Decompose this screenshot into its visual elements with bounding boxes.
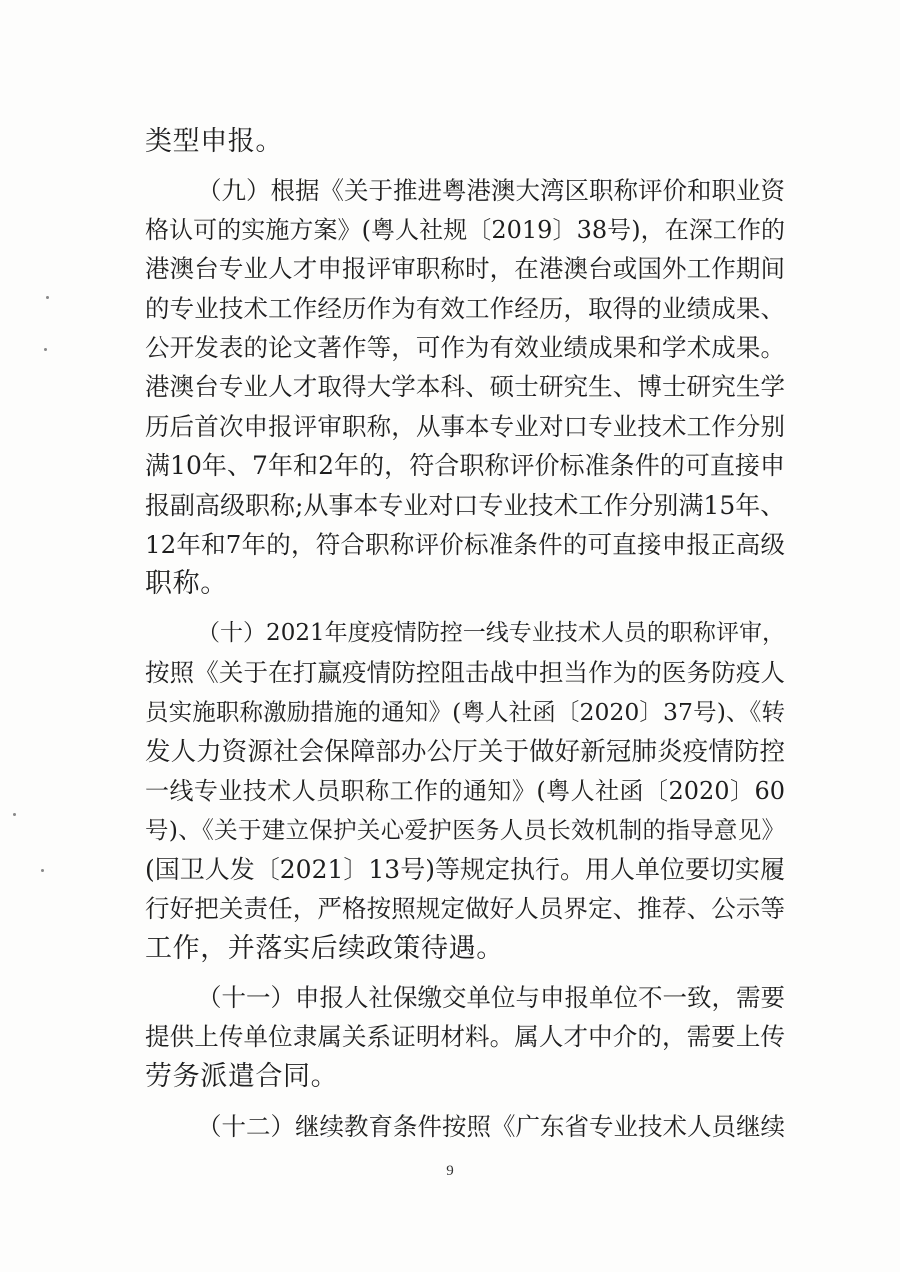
text-line: （十）2021年度疫情防控一线专业技术人员的职称评审， (197, 620, 785, 646)
text-line: 职称。 (145, 568, 228, 599)
text-line: 员实施职称激励措施的通知》(粤人社函〔2020〕37号)、《转 (145, 698, 785, 726)
text-line: （十一）申报人社保缴交单位与申报单位不一致，需要 (197, 983, 785, 1012)
text-line: 按照《关于在打赢疫情防控阻击战中担当作为的医务防疫人 (145, 658, 785, 687)
text-line: 行好把关责任，严格按照规定做好人员界定、推荐、公示等 (145, 894, 785, 923)
text-line: 工作，并落实后续政策待遇。 (145, 933, 504, 964)
text-line: 发人力资源社会保障部办公厅关于做好新冠肺炎疫情防控 (145, 737, 785, 767)
text-line: 12年和7年的，符合职称评价标准条件的可直接申报正高级 (145, 530, 785, 559)
text-line: 类型申报。 (145, 126, 283, 157)
text-line: 格认可的实施方案》(粤人社规〔2019〕38号)，在深工作的 (145, 216, 785, 244)
text-line: 公开发表的论文著作等，可作为有效业绩成果和学术成果。 (145, 333, 785, 362)
text-line: 满10年、7年和2年的，符合职称评价标准条件的可直接申 (145, 451, 785, 480)
text-line: 劳务派遣合同。 (145, 1061, 339, 1092)
text-line: (国卫人发〔2021〕13号)等规定执行。用人单位要切实履 (145, 855, 785, 884)
scan-speck (44, 348, 47, 351)
scan-speck (13, 813, 16, 816)
text-line: 港澳台专业人才取得大学本科、硕士研究生、博士研究生学 (145, 372, 785, 401)
text-line: （十二）继续教育条件按照《广东省专业技术人员继续 (197, 1112, 785, 1141)
text-line: 号)、《关于建立保护关心爱护医务人员长效机制的指导意见》 (145, 816, 785, 844)
text-line: 报副高级职称;从事本专业对口专业技术工作分别满15年、 (145, 491, 786, 520)
text-line: 历后首次申报评审职称，从事本专业对口专业技术工作分别 (145, 412, 785, 441)
scan-speck (46, 296, 49, 299)
scan-speck (41, 869, 44, 872)
text-line: 提供上传单位隶属关系证明材料。属人才中介的，需要上传 (145, 1022, 785, 1051)
text-line: 的专业技术工作经历作为有效工作经历，取得的业绩成果、 (145, 294, 785, 323)
text-line: （九）根据《关于推进粤港澳大湾区职称评价和职业资 (197, 176, 785, 205)
text-line: 港澳台专业人才申报评审职称时，在港澳台或国外工作期间 (145, 254, 785, 283)
page-number: 9 (446, 1163, 454, 1179)
text-line: 一线专业技术人员职称工作的通知》(粤人社函〔2020〕60 (145, 777, 785, 805)
